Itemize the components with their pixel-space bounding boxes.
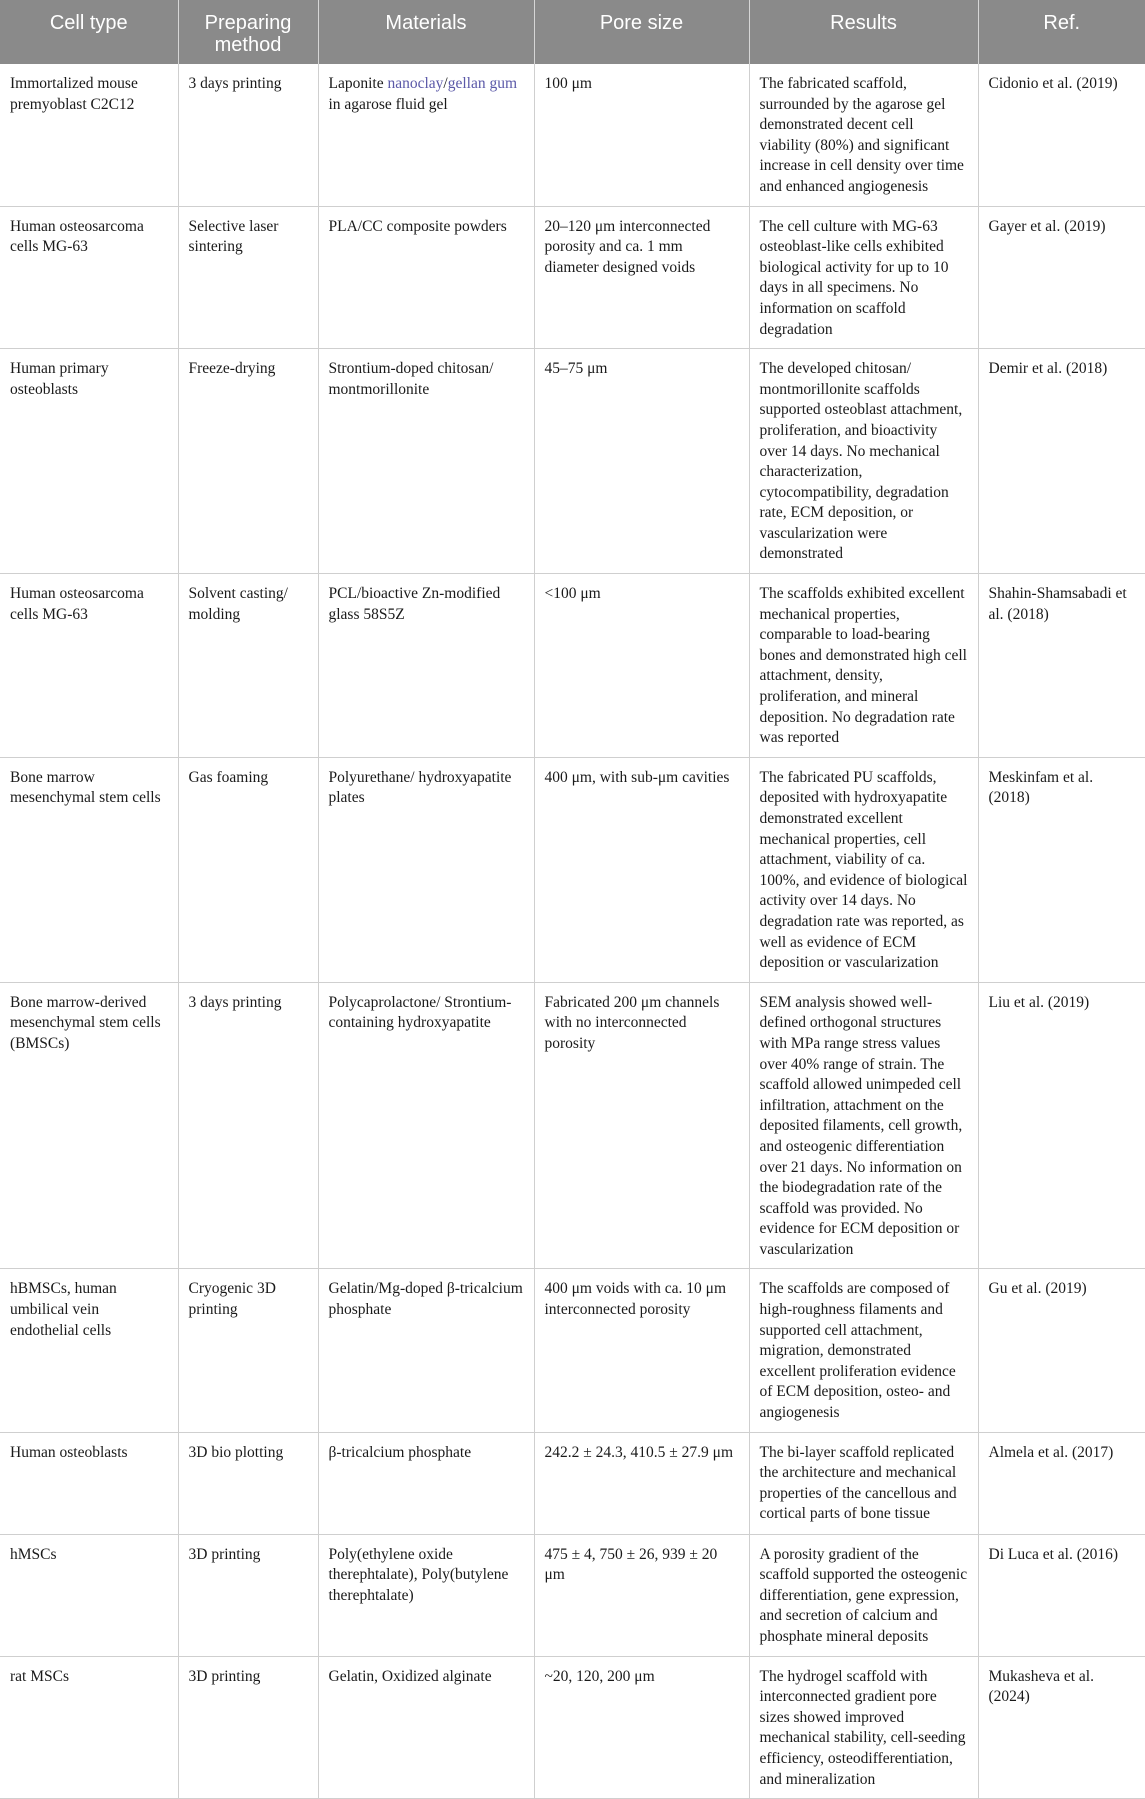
reference: Mukasheva et al. (2024) bbox=[978, 1656, 1145, 1799]
materials: Strontium-doped chitosan/ montmorillonite bbox=[318, 349, 534, 574]
header-results: Results bbox=[749, 0, 978, 64]
materials-text: in agarose fluid gel bbox=[328, 95, 448, 113]
preparing-method: Gas foaming bbox=[178, 757, 318, 982]
table-row bbox=[0, 757, 1145, 982]
gellan-gum-link[interactable]: gellan gum bbox=[447, 75, 518, 92]
pore-size: 45–75 μm bbox=[534, 349, 749, 574]
results: A porosity gradient of the scaffold supported the osteogenic differentiation, gene expression, and secretion of calcium and phosphate mineral deposits bbox=[749, 1534, 978, 1656]
cell-type: hBMSCs, human umbilical vein endothelial cells bbox=[0, 1269, 178, 1432]
preparing-method: 3D bio plotting bbox=[178, 1432, 318, 1534]
materials: Poly(ethylene oxide therephtalate), Poly(butylene therephtalate) bbox=[318, 1534, 534, 1656]
materials: Polycaprolactone/ Strontium-containing hydroxyapatite bbox=[318, 982, 534, 1269]
results: The cell culture with MG-63 osteoblast-like cells exhibited biological activity for up to 10 days in all specimens. No information on scaffold degradation bbox=[749, 206, 978, 349]
table-row bbox=[0, 1432, 1145, 1534]
materials: PLA/CC composite powders bbox=[318, 206, 534, 349]
materials: Polyurethane/ hydroxyapatite plates bbox=[318, 757, 534, 982]
pore-size: 20–120 μm interconnected porosity and ca. 1 mm diameter designed voids bbox=[534, 206, 749, 349]
pore-size: ~20, 120, 200 μm bbox=[534, 1656, 749, 1799]
pore-size: <100 μm bbox=[534, 574, 749, 758]
table-body bbox=[0, 64, 1145, 1799]
reference: Almela et al. (2017) bbox=[978, 1432, 1145, 1534]
header-ref: Ref. bbox=[978, 0, 1145, 64]
cell-type: hMSCs bbox=[0, 1534, 178, 1656]
cell-type: Bone marrow mesenchymal stem cells bbox=[0, 757, 178, 982]
table-row bbox=[0, 64, 1145, 206]
table-row bbox=[0, 1534, 1145, 1656]
nanoclay-link[interactable]: nanoclay bbox=[387, 75, 444, 92]
results: The fabricated PU scaffolds, deposited with hydroxyapatite demonstrated excellent mechanical properties, cell attachment, viability of ca. 100%, and evidence of biological activity over 14 days. No degradation rate was reported, as well as evidence of ECM deposition or vascularization bbox=[749, 757, 978, 982]
preparing-method: Cryogenic 3D printing bbox=[178, 1269, 318, 1432]
pore-size: 242.2 ± 24.3, 410.5 ± 27.9 μm bbox=[534, 1432, 749, 1534]
reference: Shahin-Shamsabadi et al. (2018) bbox=[978, 574, 1145, 758]
reference: Gu et al. (2019) bbox=[978, 1269, 1145, 1432]
header-cell-type: Cell type bbox=[0, 0, 178, 64]
results: The bi-layer scaffold replicated the architecture and mechanical properties of the cancellous and cortical parts of bone tissue bbox=[749, 1432, 978, 1534]
pore-size: 475 ± 4, 750 ± 26, 939 ± 20 μm bbox=[534, 1534, 749, 1656]
reference: Di Luca et al. (2016) bbox=[978, 1534, 1145, 1656]
table-row bbox=[0, 982, 1145, 1269]
results: The scaffolds exhibited excellent mechanical properties, comparable to load-bearing bones and demonstrated high cell attachment, density, proliferation, and mineral deposition. No degradation rate was reported bbox=[749, 574, 978, 758]
pore-size: Fabricated 200 μm channels with no interconnected porosity bbox=[534, 982, 749, 1269]
reference: Cidonio et al. (2019) bbox=[978, 64, 1145, 206]
materials bbox=[318, 64, 534, 206]
pore-size: 400 μm, with sub-μm cavities bbox=[534, 757, 749, 982]
materials: β-tricalcium phosphate bbox=[318, 1432, 534, 1534]
results: The hydrogel scaffold with interconnected gradient pore sizes showed improved mechanical stability, cell-seeding efficiency, osteodifferentiation, and mineralization bbox=[749, 1656, 978, 1799]
cell-type: Human osteosarcoma cells MG-63 bbox=[0, 206, 178, 349]
table-row bbox=[0, 1269, 1145, 1432]
preparing-method: Freeze-drying bbox=[178, 349, 318, 574]
header-row bbox=[0, 0, 1145, 64]
table-row bbox=[0, 574, 1145, 758]
preparing-method: 3D printing bbox=[178, 1656, 318, 1799]
cell-type: Human osteoblasts bbox=[0, 1432, 178, 1534]
materials: PCL/bioactive Zn-modified glass 58S5Z bbox=[318, 574, 534, 758]
cell-type: Human osteosarcoma cells MG-63 bbox=[0, 574, 178, 758]
results: SEM analysis showed well-defined orthogonal structures with MPa range stress values over 40% range of strain. The scaffold allowed unimpeded cell infiltration, attachment on the deposited filaments, cell growth, and osteogenic differentiation over 21 days. No information on the biodegradation rate of the scaffold was provided. No evidence for ECM deposition or vascularization bbox=[749, 982, 978, 1269]
reference: Gayer et al. (2019) bbox=[978, 206, 1145, 349]
preparing-method: 3 days printing bbox=[178, 982, 318, 1269]
table-row bbox=[0, 1656, 1145, 1799]
cell-type: Human primary osteoblasts bbox=[0, 349, 178, 574]
cell-type: Bone marrow-derived mesenchymal stem cells (BMSCs) bbox=[0, 982, 178, 1269]
table-header bbox=[0, 0, 1145, 64]
materials: Gelatin, Oxidized alginate bbox=[318, 1656, 534, 1799]
header-materials: Materials bbox=[318, 0, 534, 64]
results: The fabricated scaffold, surrounded by the agarose gel demonstrated decent cell viability (80%) and significant increase in cell density over time and enhanced angiogenesis bbox=[749, 64, 978, 206]
table-row bbox=[0, 349, 1145, 574]
reference: Liu et al. (2019) bbox=[978, 982, 1145, 1269]
table-row bbox=[0, 206, 1145, 349]
header-preparing-method: Preparing method bbox=[178, 0, 318, 64]
preparing-method: Solvent casting/ molding bbox=[178, 574, 318, 758]
materials-text: Laponite bbox=[328, 75, 388, 92]
cell-type: Immortalized mouse premyoblast C2C12 bbox=[0, 64, 178, 206]
materials: Gelatin/Mg-doped β-tricalcium phosphate bbox=[318, 1269, 534, 1432]
reference: Meskinfam et al. (2018) bbox=[978, 757, 1145, 982]
preparing-method: 3D printing bbox=[178, 1534, 318, 1656]
results: The scaffolds are composed of high-roughness filaments and supported cell attachment, migration, demonstrated excellent proliferation evidence of ECM deposition, osteo- and angiogenesis bbox=[749, 1269, 978, 1432]
preparing-method: Selective laser sintering bbox=[178, 206, 318, 349]
header-pore-size: Pore size bbox=[534, 0, 749, 64]
pore-size: 400 μm voids with ca. 10 μm interconnected porosity bbox=[534, 1269, 749, 1432]
reference: Demir et al. (2018) bbox=[978, 349, 1145, 574]
preparing-method: 3 days printing bbox=[178, 64, 318, 206]
materials-separator: / bbox=[443, 75, 448, 92]
pore-size: 100 μm bbox=[534, 64, 749, 206]
results: The developed chitosan/ montmorillonite scaffolds supported osteoblast attachment, proliferation, and bioactivity over 14 days. No mechanical characterization, cytocompatibility, degradation rate, ECM deposition, or vascularization were demonstrated bbox=[749, 349, 978, 574]
cell-type: rat MSCs bbox=[0, 1656, 178, 1799]
